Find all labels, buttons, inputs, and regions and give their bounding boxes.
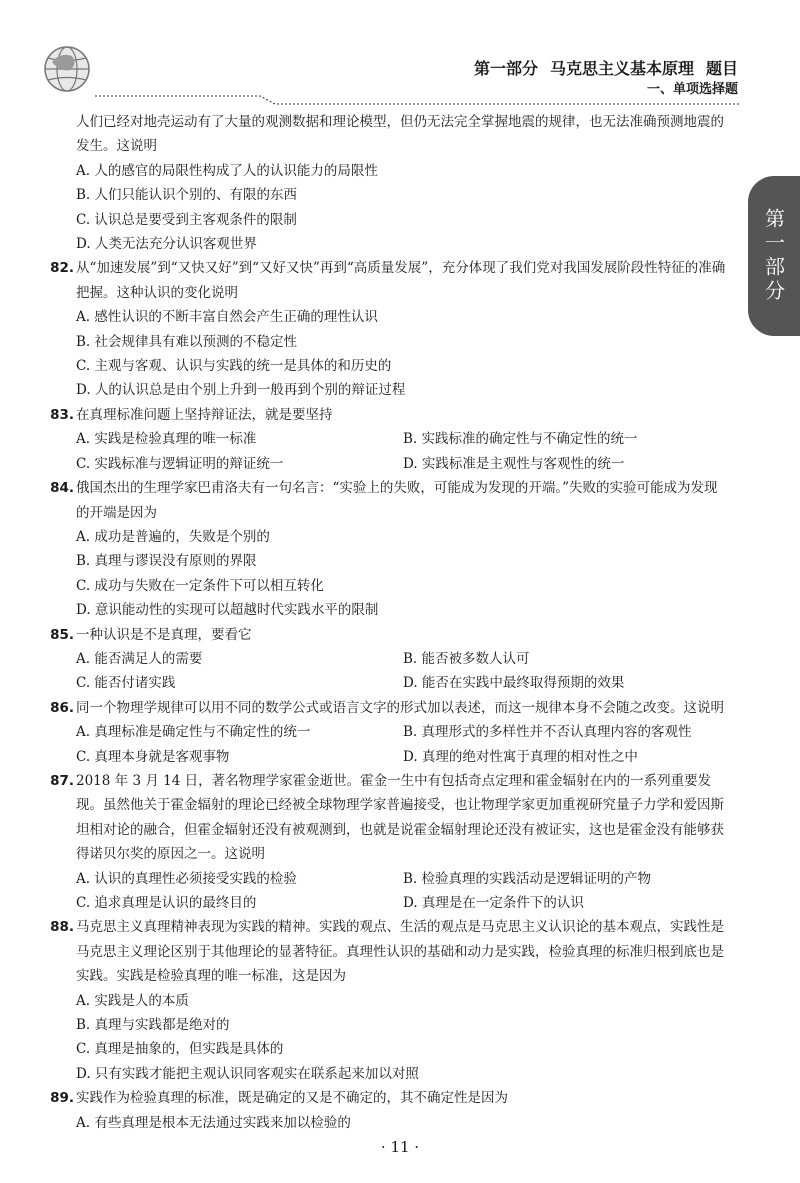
option: D. 只有实践才能把主观认识同客观实在联系起来加以对照: [76, 1065, 419, 1082]
option: A. 能否满足人的需要: [76, 650, 203, 667]
question-text: 实践作为检验真理的标准，既是确定的又是不确定的，其不确定性是因为: [76, 1090, 508, 1107]
question-84: [50, 476, 730, 622]
option: C. 能否付诸实践: [76, 675, 176, 692]
page-header: [0, 0, 800, 110]
question-text: 从“加速发展”到“又快又好”到“又好又快”再到“高质量发展”，充分体现了我们党对我国发展阶段性特征的准确把握。这种认识的变化说明: [76, 260, 726, 301]
option: B. 检验真理的实践活动是逻辑证明的产物: [403, 870, 652, 887]
question-number: 85.: [50, 626, 74, 643]
option: C. 主观与客观、认识与实践的统一是具体的和历史的: [76, 358, 392, 375]
page-number: · 11 ·: [380, 1138, 420, 1156]
option: C. 真理是抽象的，但实践是具体的: [76, 1041, 284, 1058]
option: A. 真理标准是确定性与不确定性的统一: [76, 724, 311, 741]
option: A. 有些真理是根本无法通过实践来加以检验的: [76, 1114, 351, 1131]
question-text: 马克思主义真理精神表现为实践的精神。实践的观点、生活的观点是马克思主义认识论的基本观点，实践性是马克思主义理论区别于其他理论的显著特征。真理性认识的基础和动力是实践，检验真理的标准归根到底也是实践。实践是检验真理的唯一标准，这是因为: [76, 919, 724, 985]
question-88: [50, 915, 730, 1086]
header-part: 第一部分: [473, 59, 538, 78]
question-82: [50, 256, 730, 402]
header-subject: 马克思主义基本原理: [549, 59, 694, 78]
option: A. 成功是普遍的，失败是个别的: [76, 528, 270, 545]
option: B. 社会规律具有难以预测的不稳定性: [76, 333, 298, 350]
option: B. 真理形式的多样性并不否认真理内容的客观性: [403, 724, 692, 741]
question-83: [50, 403, 730, 476]
intro-text: 人们已经对地壳运动有了大量的观测数据和理论模型，但仍无法完全掌握地震的规律，也无法准确预测地震的发生。这说明: [76, 114, 724, 155]
question-number: 84.: [50, 480, 74, 497]
option: D. 实践标准是主观性与客观性的统一: [403, 455, 625, 472]
header-subsection: 一、单项选择题: [646, 82, 738, 97]
option: D. 能否在实践中最终取得预期的效果: [403, 675, 625, 692]
option: B. 能否被多数人认可: [403, 650, 530, 667]
option: A. 感性认识的不断丰富自然会产生正确的理性认识: [76, 309, 378, 326]
option: C. 实践标准与逻辑证明的辩证统一: [76, 455, 284, 472]
globe-logo-icon: [42, 44, 92, 94]
question-number: 83.: [50, 406, 74, 423]
option: D. 人的认识总是由个别上升到一般再到个别的辩证过程: [76, 382, 406, 399]
option: C. 真理本身就是客观事物: [76, 748, 230, 765]
question-85: [50, 623, 730, 696]
option: B. 真理与实践都是绝对的: [76, 1017, 230, 1034]
question-87: [50, 769, 730, 915]
question-89: [50, 1086, 730, 1135]
question-number: 82.: [50, 260, 74, 277]
question-text: 同一个物理学规律可以用不同的数学公式或语言文字的形式加以表述，而这一规律本身不会随之改变。这说明: [76, 699, 724, 716]
option: C. 成功与失败在一定条件下可以相互转化: [76, 577, 324, 594]
option: A. 实践是人的本质: [76, 992, 189, 1009]
question-number: 87.: [50, 772, 74, 789]
option: A. 实践是检验真理的唯一标准: [76, 431, 257, 448]
question-text: 一种认识是不是真理，要看它: [76, 626, 252, 643]
intro-option: C. 认识总是要受到主客观条件的限制: [76, 211, 297, 228]
question-number: 88.: [50, 919, 74, 936]
intro-option: A. 人的感官的局限性构成了人的认识能力的局限性: [76, 162, 378, 179]
intro-option: D. 人类无法充分认识客观世界: [76, 236, 257, 253]
option: A. 认识的真理性必须接受实践的检验: [76, 870, 297, 887]
intro-option: B. 人们只能认识个别的、有限的东西: [76, 187, 298, 204]
question-text: 在真理标准问题上坚持辩证法，就是要坚持: [76, 406, 333, 423]
option: B. 实践标准的确定性与不确定性的统一: [403, 431, 638, 448]
side-tab-label: 第一部分: [761, 208, 786, 304]
header-section: 题目: [705, 59, 738, 78]
question-86: [50, 696, 730, 769]
header-divider: [0, 94, 740, 106]
question-content: [50, 110, 730, 1135]
option: D. 真理的绝对性寓于真理的相对性之中: [403, 748, 638, 765]
option: B. 真理与谬误没有原则的界限: [76, 553, 257, 570]
section-side-tab: [748, 176, 800, 336]
option: C. 追求真理是认识的最终目的: [76, 895, 257, 911]
question-text: 2018 年 3 月 14 日，著名物理学家霍金逝世。霍金一生中有包括奇点定理和霍金辐射在内的一系列重要发现。虽然他关于霍金辐射的理论已经被全球物理学家普遍接受，也让物理学家更加重视研究量子力学和爱因斯坦相对论的融合，但霍金辐射还没有被观测到，也就是说霍金辐射理论还没有被证实，这也是霍金没有能够获得诺贝尔奖的原因之一。这说明: [76, 772, 724, 863]
question-number: 89.: [50, 1090, 74, 1107]
option: D. 意识能动性的实现可以超越时代实践水平的限制: [76, 602, 379, 619]
question-text: 俄国杰出的生理学家巴甫洛夫有一句名言：“实验上的失败，可能成为发现的开端。”失败的实验可能成为发现的开端是因为: [76, 480, 718, 521]
intro-block: [76, 110, 730, 256]
option: D. 真理是在一定条件下的认识: [403, 895, 584, 911]
header-title: [462, 56, 738, 79]
question-number: 86.: [50, 699, 74, 716]
